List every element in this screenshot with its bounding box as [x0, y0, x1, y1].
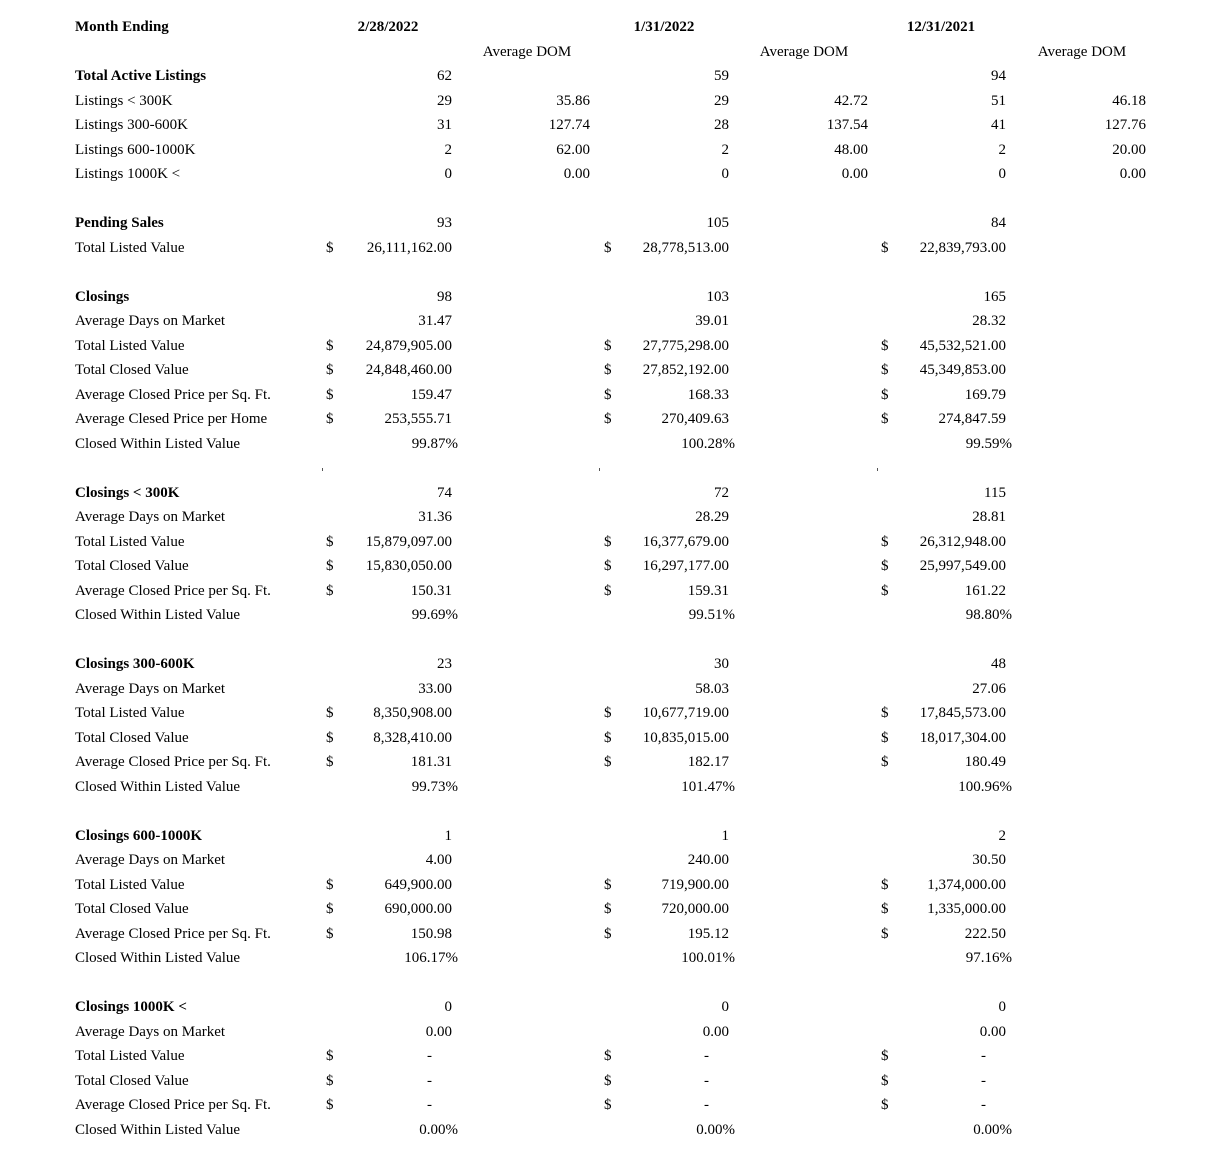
value-cell: 24,848,460.00	[365, 362, 452, 378]
row-label: Average Days on Market	[75, 852, 226, 868]
value-cell: 45,349,853.00	[919, 362, 1006, 378]
section-title-row	[0, 211, 1223, 236]
average-dom-value: 127.76	[1104, 117, 1146, 133]
row-label: Total Listed Value	[75, 705, 185, 721]
dollar-sign: $	[326, 362, 334, 378]
section-total: 74	[437, 484, 452, 501]
dollar-sign: $	[604, 411, 612, 427]
value-cell: 28.81	[972, 509, 1006, 525]
table-row	[0, 1069, 1223, 1094]
value-cell: 8,328,410.00	[373, 729, 452, 746]
average-dom-value: 20.00	[1112, 141, 1146, 158]
dollar-sign: $	[881, 337, 889, 354]
value-cell: 27.06	[972, 680, 1006, 697]
row-label: Average Days on Market	[75, 680, 226, 697]
row-label: Total Listed Value	[75, 533, 185, 550]
dollar-sign: $	[326, 925, 334, 942]
dollar-sign: $	[881, 1097, 889, 1113]
row-label: Closed Within Listed Value	[75, 950, 241, 966]
average-dom-value: 62.00	[556, 141, 590, 158]
listing-count: 0	[721, 166, 729, 182]
value-cell: 0.00	[979, 1023, 1006, 1040]
value-cell: 27,852,192.00	[642, 362, 729, 378]
dollar-sign: $	[326, 337, 334, 354]
row-label: Closed Within Listed Value	[75, 1121, 241, 1138]
dollar-sign: $	[604, 1048, 612, 1064]
dollar-sign: $	[326, 705, 334, 721]
table-row	[0, 383, 1223, 408]
listing-count: 31	[437, 117, 452, 133]
value-cell: 16,297,177.00	[642, 558, 729, 574]
divider-tick	[599, 468, 600, 471]
listing-count: 2	[721, 141, 729, 158]
row-label: Average Days on Market	[75, 509, 226, 525]
listing-count: 2	[998, 141, 1006, 158]
value-cell: 100.01%	[681, 950, 735, 966]
dollar-sign: $	[604, 876, 612, 893]
row-label: Total Listed Value	[75, 337, 185, 354]
section-title-row	[0, 64, 1223, 89]
divider-tick	[877, 468, 878, 471]
table-row	[0, 1020, 1223, 1045]
section-total: 94	[991, 68, 1006, 84]
table-row	[0, 432, 1223, 457]
value-cell: 10,677,719.00	[642, 705, 729, 721]
section-title-row	[0, 824, 1223, 849]
dollar-sign: $	[881, 876, 889, 893]
table-row	[0, 603, 1223, 628]
listing-count: 29	[714, 92, 729, 109]
section-total: 1	[721, 827, 729, 844]
section-title: Closings < 300K	[75, 484, 180, 501]
month-date-header: 2/28/2022	[357, 19, 419, 35]
value-cell: -	[981, 1048, 986, 1064]
value-cell: 97.16%	[965, 950, 1012, 966]
dollar-sign: $	[326, 901, 334, 917]
listing-count: 2	[444, 141, 452, 158]
table-row	[0, 677, 1223, 702]
dollar-sign: $	[604, 729, 612, 746]
section-total: 0	[721, 999, 729, 1015]
table-row	[0, 750, 1223, 775]
section-total: 62	[437, 68, 452, 84]
dollar-sign: $	[881, 239, 889, 256]
value-cell: 0.00%	[973, 1121, 1012, 1138]
dollar-sign: $	[604, 582, 612, 599]
value-cell: 39.01	[695, 313, 729, 329]
row-label: Total Listed Value	[75, 239, 185, 256]
value-cell: 150.98	[410, 925, 452, 942]
table-row	[0, 922, 1223, 947]
value-cell: 18,017,304.00	[919, 729, 1006, 746]
table-row	[0, 162, 1223, 187]
average-dom-value: 48.00	[834, 141, 868, 158]
listing-count: 29	[437, 92, 452, 109]
average-dom-header: Average DOM	[759, 43, 849, 60]
section-total: 23	[437, 656, 452, 672]
value-cell: 26,111,162.00	[366, 239, 452, 256]
section-total: 0	[998, 999, 1006, 1015]
average-dom-value: 0.00	[563, 166, 590, 182]
month-date-header: 1/31/2022	[633, 19, 695, 35]
value-cell: 169.79	[964, 386, 1006, 403]
section-title-row	[0, 481, 1223, 506]
value-cell: 0.00	[425, 1023, 452, 1040]
row-label: Total Closed Value	[75, 362, 189, 378]
section-total: 30	[714, 656, 729, 672]
section-title-row	[0, 285, 1223, 310]
listing-count: 0	[998, 166, 1006, 182]
value-cell: 222.50	[964, 925, 1006, 942]
dollar-sign: $	[881, 729, 889, 746]
section-total: 115	[984, 484, 1006, 501]
dollar-sign: $	[326, 1048, 334, 1064]
value-cell: 16,377,679.00	[642, 533, 729, 550]
table-row	[0, 579, 1223, 604]
value-cell: -	[704, 1097, 709, 1113]
dollar-sign: $	[326, 386, 334, 403]
table-row	[0, 1118, 1223, 1143]
value-cell: -	[704, 1072, 709, 1089]
value-cell: 1,374,000.00	[927, 876, 1006, 893]
value-cell: 240.00	[687, 852, 729, 868]
dollar-sign: $	[881, 582, 889, 599]
dollar-sign: $	[881, 362, 889, 378]
dollar-sign: $	[881, 705, 889, 721]
row-label: Total Closed Value	[75, 901, 189, 917]
value-cell: 4.00	[425, 852, 452, 868]
row-label: Total Closed Value	[75, 729, 189, 746]
table-row	[0, 89, 1223, 114]
dollar-sign: $	[326, 754, 334, 770]
dollar-sign: $	[604, 754, 612, 770]
value-cell: 0.00%	[696, 1121, 735, 1138]
row-label: Listings 600-1000K	[75, 141, 196, 158]
divider-tick	[322, 468, 323, 471]
dollar-sign: $	[881, 386, 889, 403]
row-label: Total Closed Value	[75, 558, 189, 574]
value-cell: 28.32	[972, 313, 1006, 329]
value-cell: 25,997,549.00	[919, 558, 1006, 574]
row-label: Total Listed Value	[75, 876, 185, 893]
row-label: Closed Within Listed Value	[75, 435, 241, 452]
row-label: Closed Within Listed Value	[75, 778, 241, 795]
average-dom-header: Average DOM	[482, 43, 572, 60]
value-cell: 58.03	[695, 680, 729, 697]
table-row	[0, 1044, 1223, 1069]
section-title: Closings 1000K <	[75, 999, 187, 1015]
section-total: 98	[437, 288, 452, 305]
value-cell: 720,000.00	[661, 901, 729, 917]
dollar-sign: $	[604, 1097, 612, 1113]
value-cell: 106.17%	[404, 950, 458, 966]
dollar-sign: $	[881, 1072, 889, 1089]
table-row	[0, 407, 1223, 432]
dollar-sign: $	[326, 239, 334, 256]
average-dom-value: 35.86	[556, 92, 590, 109]
table-row	[0, 334, 1223, 359]
dom-header-row	[0, 40, 1223, 65]
value-cell: 100.96%	[958, 778, 1012, 795]
value-cell: 98.80%	[965, 607, 1012, 623]
dollar-sign: $	[326, 582, 334, 599]
value-cell: -	[427, 1097, 432, 1113]
value-cell: 253,555.71	[384, 411, 452, 427]
value-cell: -	[427, 1048, 432, 1064]
row-label: Average Closed Price per Sq. Ft.	[75, 386, 271, 403]
section-title: Closings 600-1000K	[75, 827, 203, 844]
section-total: 2	[998, 827, 1006, 844]
section-total: 93	[437, 215, 452, 231]
average-dom-value: 0.00	[841, 166, 868, 182]
section-total: 165	[983, 288, 1006, 305]
row-label: Total Listed Value	[75, 1048, 185, 1064]
table-row	[0, 358, 1223, 383]
dollar-sign: $	[604, 705, 612, 721]
table-row	[0, 946, 1223, 971]
dollar-sign: $	[881, 1048, 889, 1064]
average-dom-value: 0.00	[1119, 166, 1146, 182]
table-row	[0, 530, 1223, 555]
value-cell: 101.47%	[681, 778, 735, 795]
row-label: Average Days on Market	[75, 313, 226, 329]
dollar-sign: $	[881, 925, 889, 942]
value-cell: 649,900.00	[384, 876, 452, 893]
dollar-sign: $	[604, 1072, 612, 1089]
listing-count: 51	[991, 92, 1006, 109]
value-cell: 274,847.59	[938, 411, 1006, 427]
section-total: 48	[991, 656, 1006, 672]
row-label: Average Closed Price per Sq. Ft.	[75, 582, 271, 599]
value-cell: 159.31	[687, 582, 729, 599]
value-cell: -	[427, 1072, 432, 1089]
value-cell: 26,312,948.00	[919, 533, 1006, 550]
row-label: Average Closed Price per Sq. Ft.	[75, 925, 271, 942]
dollar-sign: $	[604, 901, 612, 917]
value-cell: 100.28%	[681, 435, 735, 452]
dollar-sign: $	[604, 386, 612, 403]
table-row	[0, 848, 1223, 873]
table-row	[0, 873, 1223, 898]
value-cell: 33.00	[418, 680, 452, 697]
table-row	[0, 309, 1223, 334]
value-cell: 28.29	[695, 509, 729, 525]
value-cell: 161.22	[964, 582, 1006, 599]
value-cell: 24,879,905.00	[365, 337, 452, 354]
dollar-sign: $	[326, 876, 334, 893]
table-row	[0, 1093, 1223, 1118]
value-cell: -	[981, 1072, 986, 1089]
value-cell: 180.49	[964, 754, 1006, 770]
dollar-sign: $	[604, 362, 612, 378]
table-row	[0, 138, 1223, 163]
row-label: Listings < 300K	[75, 92, 173, 109]
value-cell: 168.33	[687, 386, 729, 403]
value-cell: 15,830,050.00	[365, 558, 452, 574]
dollar-sign: $	[326, 558, 334, 574]
table-row	[0, 897, 1223, 922]
average-dom-value: 127.74	[548, 117, 590, 133]
value-cell: 30.50	[972, 852, 1006, 868]
value-cell: 10,835,015.00	[642, 729, 729, 746]
value-cell: 181.31	[410, 754, 452, 770]
value-cell: 45,532,521.00	[919, 337, 1006, 354]
table-row	[0, 236, 1223, 261]
table-row	[0, 113, 1223, 138]
average-dom-value: 46.18	[1112, 92, 1146, 109]
section-title-row	[0, 995, 1223, 1020]
dollar-sign: $	[604, 337, 612, 354]
value-cell: -	[704, 1048, 709, 1064]
value-cell: 99.87%	[411, 435, 458, 452]
value-cell: 99.73%	[411, 778, 458, 795]
section-title: Pending Sales	[75, 215, 164, 231]
value-cell: 15,879,097.00	[365, 533, 452, 550]
table-row	[0, 775, 1223, 800]
value-cell: 195.12	[687, 925, 729, 942]
value-cell: 31.36	[418, 509, 452, 525]
section-title: Closings 300-600K	[75, 656, 195, 672]
section-total: 1	[444, 827, 452, 844]
dollar-sign: $	[604, 925, 612, 942]
section-title-row	[0, 652, 1223, 677]
section-title: Total Active Listings	[75, 68, 207, 84]
dollar-sign: $	[326, 729, 334, 746]
value-cell: -	[981, 1097, 986, 1113]
value-cell: 8,350,908.00	[373, 705, 452, 721]
value-cell: 99.51%	[688, 607, 735, 623]
value-cell: 159.47	[410, 386, 452, 403]
value-cell: 150.31	[410, 582, 452, 599]
row-label: Average Closed Price per Sq. Ft.	[75, 1097, 271, 1113]
dollar-sign: $	[881, 533, 889, 550]
section-total: 59	[714, 68, 729, 84]
dollar-sign: $	[604, 558, 612, 574]
value-cell: 0.00	[702, 1023, 729, 1040]
value-cell: 22,839,793.00	[919, 239, 1006, 256]
dollar-sign: $	[326, 533, 334, 550]
section-total: 105	[706, 215, 729, 231]
header-row	[0, 15, 1223, 40]
listing-count: 41	[991, 117, 1006, 133]
row-label: Closed Within Listed Value	[75, 607, 241, 623]
month-date-header: 12/31/2021	[906, 19, 976, 35]
value-cell: 719,900.00	[661, 876, 729, 893]
dollar-sign: $	[326, 1072, 334, 1089]
dollar-sign: $	[604, 533, 612, 550]
section-total: 84	[991, 215, 1006, 231]
value-cell: 17,845,573.00	[919, 705, 1006, 721]
section-title: Closings	[75, 288, 130, 305]
table-row	[0, 554, 1223, 579]
value-cell: 31.47	[418, 313, 452, 329]
average-dom-value: 137.54	[826, 117, 868, 133]
row-label: Average Clesed Price per Home	[75, 411, 268, 427]
month-ending-label: Month Ending	[75, 19, 169, 35]
average-dom-value: 42.72	[834, 92, 868, 109]
table-row	[0, 726, 1223, 751]
value-cell: 1,335,000.00	[927, 901, 1006, 917]
row-label: Listings 300-600K	[75, 117, 188, 133]
listing-count: 28	[714, 117, 729, 133]
value-cell: 28,778,513.00	[642, 239, 729, 256]
row-label: Average Closed Price per Sq. Ft.	[75, 754, 271, 770]
table-row	[0, 701, 1223, 726]
row-label: Total Closed Value	[75, 1072, 189, 1089]
value-cell: 99.69%	[411, 607, 458, 623]
dollar-sign: $	[881, 901, 889, 917]
section-total: 0	[444, 999, 452, 1015]
dollar-sign: $	[326, 411, 334, 427]
row-label: Average Days on Market	[75, 1023, 226, 1040]
value-cell: 270,409.63	[661, 411, 729, 427]
dollar-sign: $	[881, 754, 889, 770]
dollar-sign: $	[604, 239, 612, 256]
listing-count: 0	[444, 166, 452, 182]
dollar-sign: $	[881, 411, 889, 427]
dollar-sign: $	[326, 1097, 334, 1113]
value-cell: 690,000.00	[384, 901, 452, 917]
value-cell: 182.17	[687, 754, 729, 770]
dollar-sign: $	[881, 558, 889, 574]
row-label: Listings 1000K <	[75, 166, 181, 182]
value-cell: 27,775,298.00	[642, 337, 729, 354]
value-cell: 99.59%	[965, 435, 1012, 452]
section-total: 103	[706, 288, 729, 305]
section-total: 72	[714, 484, 729, 501]
average-dom-header: Average DOM	[1037, 43, 1127, 60]
value-cell: 0.00%	[419, 1121, 458, 1138]
table-row	[0, 505, 1223, 530]
